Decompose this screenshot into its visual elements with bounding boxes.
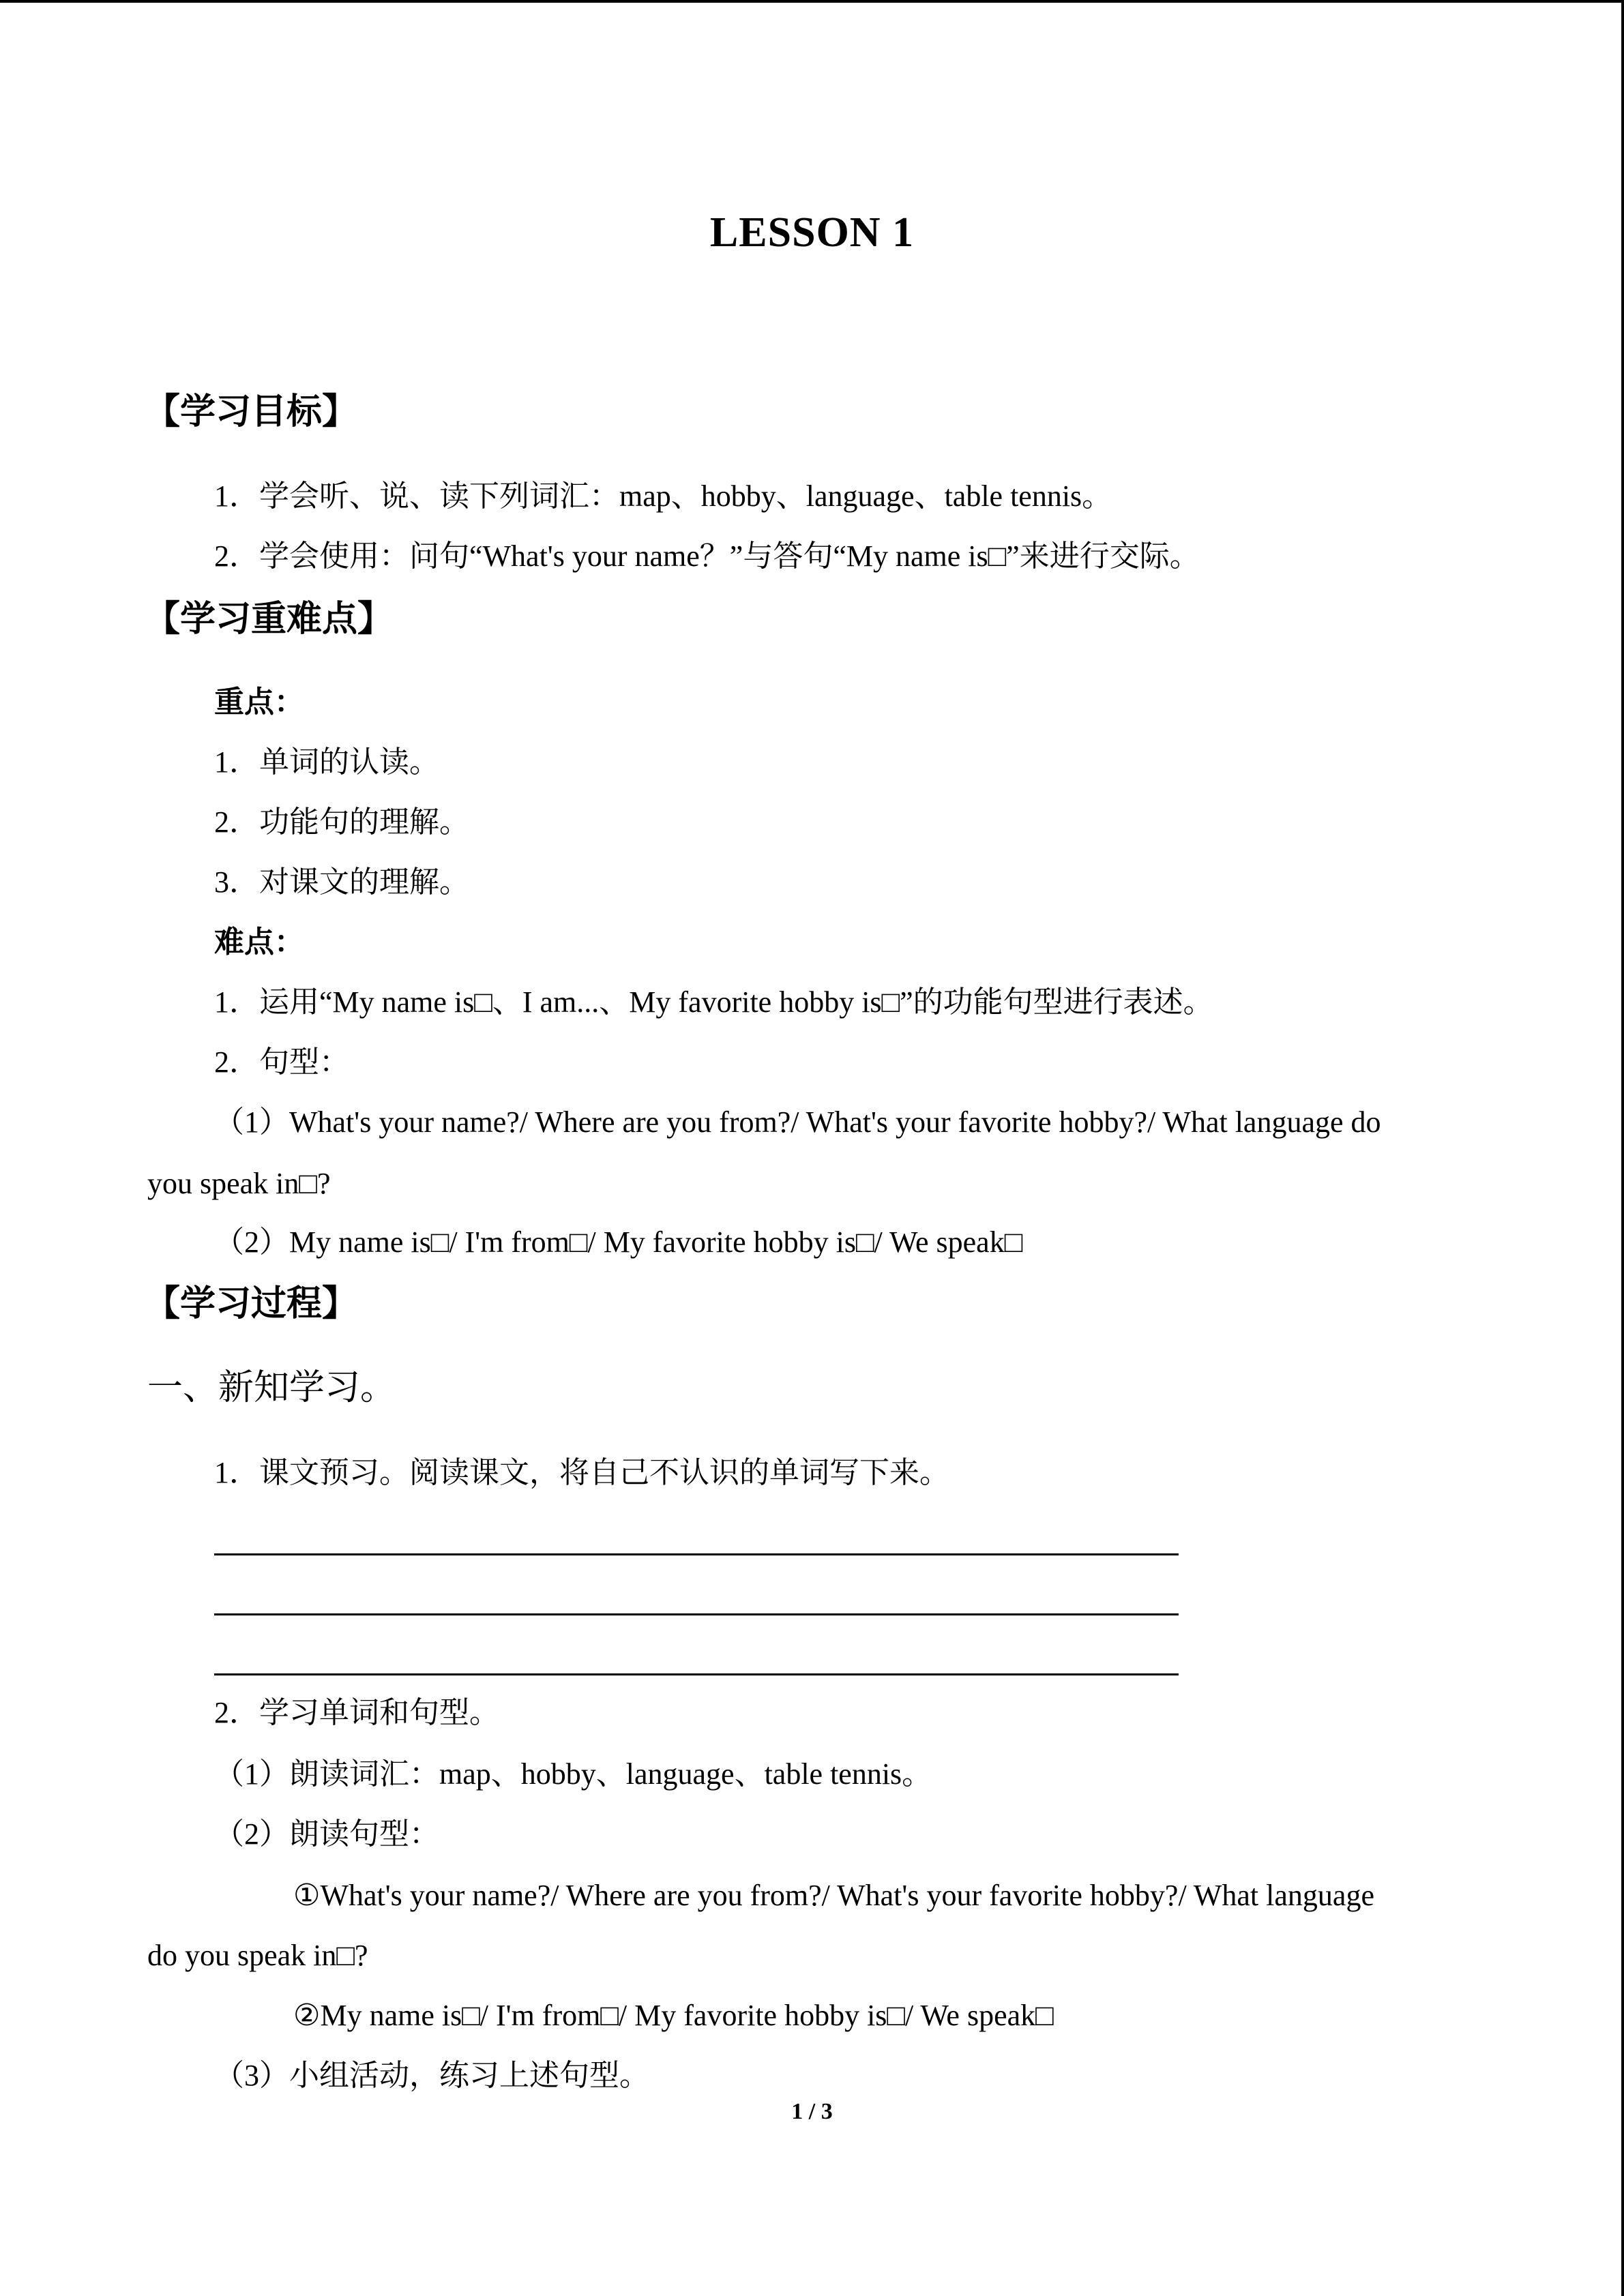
circled-pattern-2: ②My name is□/ I'm from□/ My favorite hobby is□/ We speak□	[293, 1999, 1054, 2032]
difficult-points-label: 难点：	[214, 925, 304, 959]
page-title: LESSON 1	[709, 209, 915, 256]
answer-blank-line-2[interactable]	[214, 1613, 1179, 1615]
circled-pattern-1-line-1: ①What's your name?/ Where are you from?/ What's your favorite hobby?/ What language	[293, 1879, 1374, 1912]
section-heading-process: 【学习过程】	[145, 1285, 358, 1324]
section-heading-objectives: 【学习目标】	[145, 393, 358, 432]
key-item-2: 2．功能句的理解。	[214, 805, 469, 839]
difficult-item-2: 2．句型：	[214, 1045, 349, 1079]
process-step-1: 1．课文预习。阅读课文，将自己不认识的单词写下来。	[214, 1456, 949, 1489]
objective-item-1: 1．学会听、说、读下列词汇：map、hobby、language、table tennis。	[214, 479, 1112, 513]
answer-blank-line-3[interactable]	[214, 1673, 1179, 1675]
sentence-pattern-1-line-1: （1）What's your name?/ Where are you from?/ What's your favorite hobby?/ What language do	[214, 1105, 1381, 1139]
process-sub-1: （1）朗读词汇：map、hobby、language、table tennis。	[214, 1757, 932, 1791]
sentence-pattern-1-line-2: you speak in□?	[147, 1167, 331, 1200]
objective-item-2: 2．学会使用：问句“What's your name？”与答句“My name is□”来进行交际。	[214, 539, 1200, 573]
sentence-pattern-2: （2）My name is□/ I'm from□/ My favorite hobby is□/ We speak□	[214, 1225, 1023, 1259]
key-item-1: 1．单词的认读。	[214, 745, 439, 779]
process-sub-3: （3）小组活动，练习上述句型。	[214, 2059, 649, 2092]
process-sub-2: （2）朗读句型：	[214, 1817, 439, 1851]
circled-pattern-1-line-2: do you speak in□?	[147, 1939, 368, 1972]
process-part-1: 一、新知学习。	[147, 1369, 396, 1407]
page-number: 1 / 3	[791, 2099, 833, 2124]
answer-blank-line-1[interactable]	[214, 1553, 1179, 1555]
key-points-label: 重点：	[214, 685, 304, 719]
section-heading-key-points: 【学习重难点】	[145, 600, 394, 639]
process-step-2: 2．学习单词和句型。	[214, 1696, 499, 1729]
difficult-item-1: 1．运用“My name is□、I am...、My favorite hobby is□”的功能句型进行表述。	[214, 985, 1213, 1019]
key-item-3: 3．对课文的理解。	[214, 865, 469, 899]
page-top-border	[0, 0, 1624, 3]
page-right-border	[1621, 0, 1624, 2296]
